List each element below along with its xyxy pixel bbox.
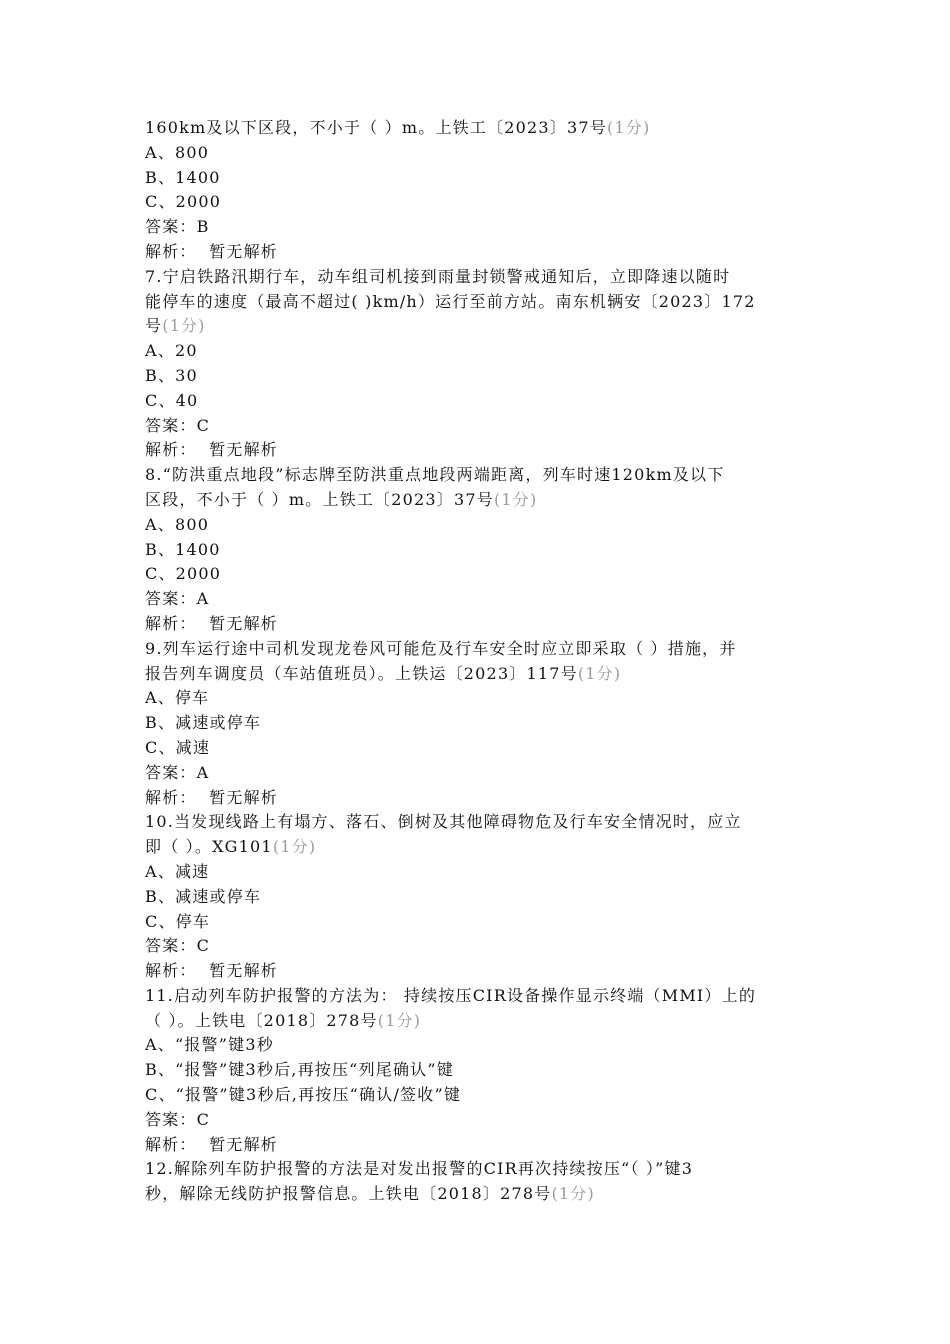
question-text-line: 10.当发现线路上有塌方、落石、倒树及其他障碍物危及行车安全情况时，应立 [145, 812, 742, 832]
option-c: C、“报警”键3秒后,再按压“确认/签收”键 [145, 1085, 462, 1105]
analysis-line: 解析： 暂无解析 [145, 787, 278, 807]
score-label: (1分) [272, 837, 317, 857]
option-c: C、40 [145, 390, 199, 410]
question-text-line: 能停车的速度（最高不超过( )km/h）运行至前方站。南东机辆安〔2023〕172 [145, 291, 756, 311]
option-c: C、2000 [145, 564, 222, 584]
question-text-line: 11.启动列车防护报警的方法为： 持续按压CIR设备操作显示终端（MMI）上的 [145, 985, 757, 1005]
option-c: C、停车 [145, 911, 211, 931]
score-label: (1分) [162, 316, 206, 336]
answer-line: 答案：A [145, 589, 210, 609]
question-text-line: 7.宁启铁路汛期行车，动车组司机接到雨量封锁警戒通知后，立即降速以随时 [145, 266, 731, 286]
question-document [145, 116, 810, 1207]
question-text-line: 160km及以下区段，不小于（ ）m。上铁工〔2023〕37号(1分) [145, 118, 651, 137]
option-b: B、减速或停车 [145, 713, 262, 733]
analysis-line: 解析： 暂无解析 [145, 241, 278, 261]
option-b: B、减速或停车 [145, 886, 262, 906]
score-label: (1分) [493, 489, 538, 509]
option-a: A、停车 [145, 688, 210, 708]
analysis-line: 解析： 暂无解析 [145, 440, 278, 460]
option-b: B、1400 [145, 167, 221, 187]
question-text-line: 号(1分) [145, 316, 206, 336]
option-b: B、1400 [145, 539, 221, 559]
answer-line: 答案：B [145, 217, 210, 237]
score-label: (1分) [606, 118, 651, 137]
analysis-line: 解析： 暂无解析 [145, 961, 278, 981]
question-text-line: 8.“防洪重点地段”标志牌至防洪重点地段两端距离，列车时速120km及以下 [145, 465, 725, 485]
analysis-line: 解析： 暂无解析 [145, 1134, 278, 1154]
score-label: (1分) [551, 1184, 595, 1204]
analysis-line: 解析： 暂无解析 [145, 613, 278, 633]
option-b: B、“报警”键3秒后,再按压“列尾确认”键 [145, 1060, 454, 1080]
answer-line: 答案：A [145, 762, 210, 782]
question-text-line: 即（ ）。XG101(1分) [145, 837, 317, 857]
question-text-line: 报告列车调度员（车站值班员）。上铁运〔2023〕117号(1分) [145, 663, 622, 683]
question-text-line: 9.列车运行途中司机发现龙卷风可能危及行车安全时应立即采取（ ）措施，并 [145, 638, 737, 658]
answer-line: 答案：C [145, 1109, 211, 1129]
score-label: (1分) [377, 1010, 422, 1030]
answer-line: 答案：C [145, 415, 211, 435]
question-text-line: 区段，不小于（ ）m。上铁工〔2023〕37号(1分) [145, 489, 538, 509]
option-a: A、800 [145, 514, 210, 534]
question-text-line: 秒，解除无线防护报警信息。上铁电〔2018〕278号(1分) [145, 1184, 595, 1204]
question-text-line: （ ）。上铁电〔2018〕278号(1分) [145, 1010, 422, 1030]
option-c: C、2000 [145, 192, 222, 212]
option-a: A、800 [145, 142, 210, 162]
question-text-line: 12.解除列车防护报警的方法是对发出报警的CIR再次持续按压“（ ）”键3 [145, 1159, 694, 1179]
score-label: (1分) [577, 663, 622, 683]
option-c: C、减速 [145, 737, 211, 757]
answer-line: 答案：C [145, 936, 211, 956]
option-a: A、“报警”键3秒 [145, 1035, 274, 1055]
option-b: B、30 [145, 365, 198, 385]
option-a: A、减速 [145, 861, 210, 881]
option-a: A、20 [145, 341, 198, 361]
